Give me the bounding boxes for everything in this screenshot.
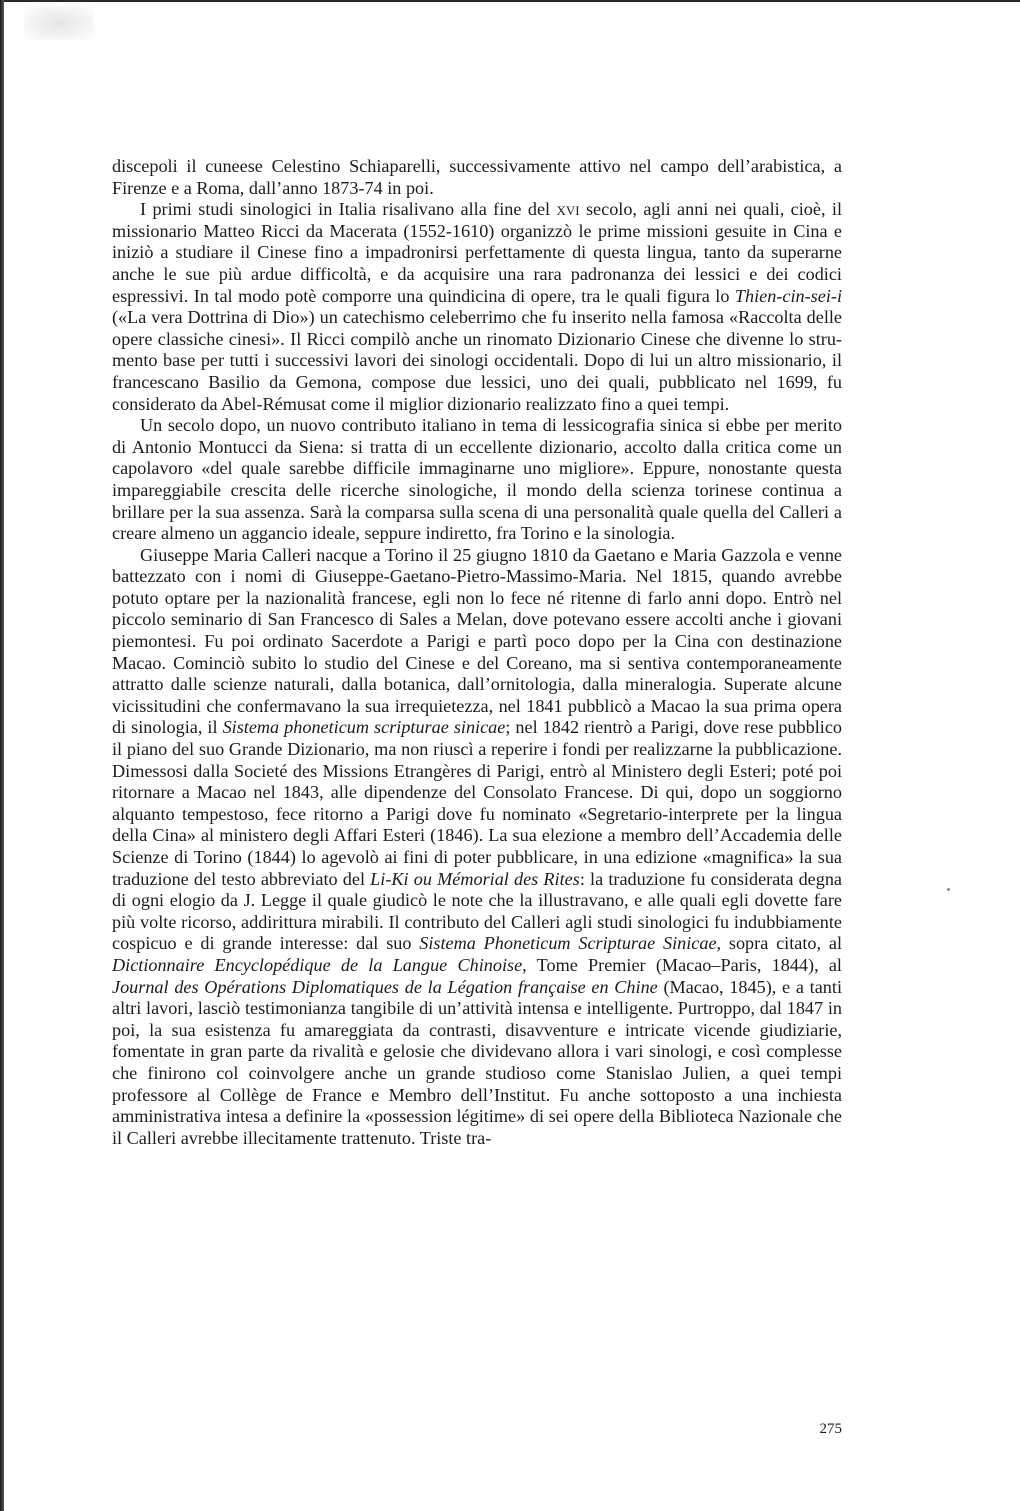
italic-title: Li-Ki ou Mémorial des Rites [370, 868, 580, 889]
italic-title: Dictionnaire Encyclopédique de la Langue Chinoise [112, 954, 523, 975]
paragraph [112, 199, 842, 415]
text-run: secolo, agli anni nei quali, cioè, il missionario Matteo Ricci da Macerata (1552-1610) organizzò le prime missioni gesuite in Cina e iniziò a studiare il Cinese fino a impadronirsi perfettamente di questa lingua, tanto da superarne anche le sue più ardue difficoltà, e da acquisire una rara padronanza dei lessici e dei codici espressivi. In tal modo potè comporre una quindicina di opere, tra le quali figura lo [112, 199, 842, 306]
paragraph [112, 156, 842, 199]
text-run: : la traduzione fu considerata degna di ogni elogio da J. Legge il quale giudicò le note che la illustravano, e alle quali egli dovette fare più volte ricorso, addirittura mirabili. Il contributo del Calleri agli studi sinologici fu indubbiamente cospicuo e di grande interesse: dal suo [112, 868, 842, 954]
text-run: ; nel 1842 rientrò a Parigi, dove rese pubblico il piano del suo Grande Dizionario, ma non riuscì a reperire i fondi per realizzarne la pubblicazione. Dimessosi dalla Societé des Missions Etrangères di Parigi, entrò al Ministero degli Esteri; poté poi ritornare a Macao nel 1843, alle dipendenze del Consolato Francese. Di qui, dopo un soggiorno alquanto tempestoso, fece ritorno a Parigi dove fu nominato «Segretario-interprete per la lingua della Cina» al ministero degli Affari Esteri (1846). La sua elezione a membro dell’Accademia delle Scienze di Torino (1844) lo agevolò ai fini di poter pubblicare, in una edizione «magnifica» la sua traduzione del testo abbreviato del [112, 717, 843, 889]
text-run: , Tome Premier (Macao–Paris, 1844), al [522, 954, 842, 975]
small-caps-numeral: xvi [556, 199, 580, 220]
scan-speck [947, 888, 950, 891]
body-text [112, 156, 842, 1149]
text-run: («La vera Dottrina di Dio») un catechismo celeberrimo che fu inserito nella famosa «Raccolta delle opere classiche cinesi». Il Ricci compilò anche un rinomato Dizionario Cinese che divenne lo strumento base per tutti i successivi lavori dei sinologi occidentali. Dopo di lui un altro missionario, il francescano Basilio da Gemona, compose due lessici, uno dei quali, pubblicato nel 1699, fu considerato da Abel-Rémusat come il miglior dizionario realizzato fino a quei tempi. [112, 307, 842, 414]
italic-title: Journal des Opérations Diplomatiques de la Légation française en Chine [112, 976, 658, 997]
scan-ghost-mark [24, 6, 94, 40]
paragraph [112, 545, 842, 1150]
text-run: I primi studi sinologici in Italia risalivano alla fine del [140, 199, 557, 220]
italic-title: Thien-cin-sei-i [734, 285, 842, 306]
text-run: (Macao, 1845), e a tanti altri lavori, lasciò testimonianza tangibile di un’attività intensa e intelligente. Purtroppo, dal 1847 in poi, la sua esistenza fu amareggiata da contrasti, disavventure e intricate vicende giudiziarie, fomentate in gran parte da rivalità e gelosie che dividevano allora i vari sinologi, e così complesse che finirono col coinvolgere anche un grande studioso come Stanislao Julien, a quei tempi professore al Collège de France e Membro dell’Institut. Fu anche sottoposto a una inchiesta amministrativa intesa a definire la «possession légitime» di sei opere della Biblioteca Nazionale che il Calleri avrebbe illecitamente trattenuto. Triste tra- [112, 976, 843, 1148]
text-run: discepoli il cuneese Celestino Schiaparelli, successivamente attivo nel campo dell’arabistica, a Firenze e a Roma, dall’anno 1873-74 in poi. [112, 156, 842, 198]
text-run: , sopra citato, al [716, 933, 842, 954]
text-run: Giuseppe Maria Calleri nacque a Torino il 25 giugno 1810 da Gaetano e Maria Gazzola e venne battezzato con i nomi di Giuseppe-Gaetano-Pietro-Massimo-Maria. Nel 1815, quando avrebbe potuto optare per la nazionalità francese, egli non lo fece né ritenne di farlo anni dopo. Entrò nel piccolo seminario di San Francesco di Sales a Melan, dove potevano essere accolti anche i giovani piemontesi. Fu poi ordinato Sacerdote a Parigi e partì poco dopo per la Cina con destinazione Macao. Cominciò subito lo studio del Cinese e del Coreano, ma si sentiva contemporaneamente attratto dalle scienze naturali, dalla botanica, dall’ornitologia, dalla mineralogia. Superate alcune vicissitudini che confermavano la sua irrequietezza, nel 1841 pubblicò a Macao la sua prima opera di sinologia, il [112, 544, 842, 738]
scan-left-border [0, 0, 4, 1511]
scan-top-border [0, 0, 1020, 2]
page-number: 275 [819, 1421, 842, 1437]
text-run: Un secolo dopo, un nuovo contributo italiano in tema di lessicografia sinica si ebbe per merito di Antonio Montucci da Siena: si tratta di un eccellente dizionario, accolto dalla critica come un capolavoro «del quale sarebbe difficile immaginarne uno migliore». Eppure, nonostante questa impareggiabile crescita delle ricerche sinologiche, il mondo della scienza torinese continua a brillare per la sua assenza. Sarà la comparsa sulla scena di una personalità quale quella del Calleri a creare almeno un aggancio ideale, seppure indiretto, fra Torino e la sinologia. [112, 415, 842, 544]
italic-title: Sistema Phoneticum Scripturae Sinicae [419, 933, 717, 954]
paragraph [112, 415, 842, 545]
italic-title: Sistema phoneticum scripturae sinicae [222, 717, 506, 738]
